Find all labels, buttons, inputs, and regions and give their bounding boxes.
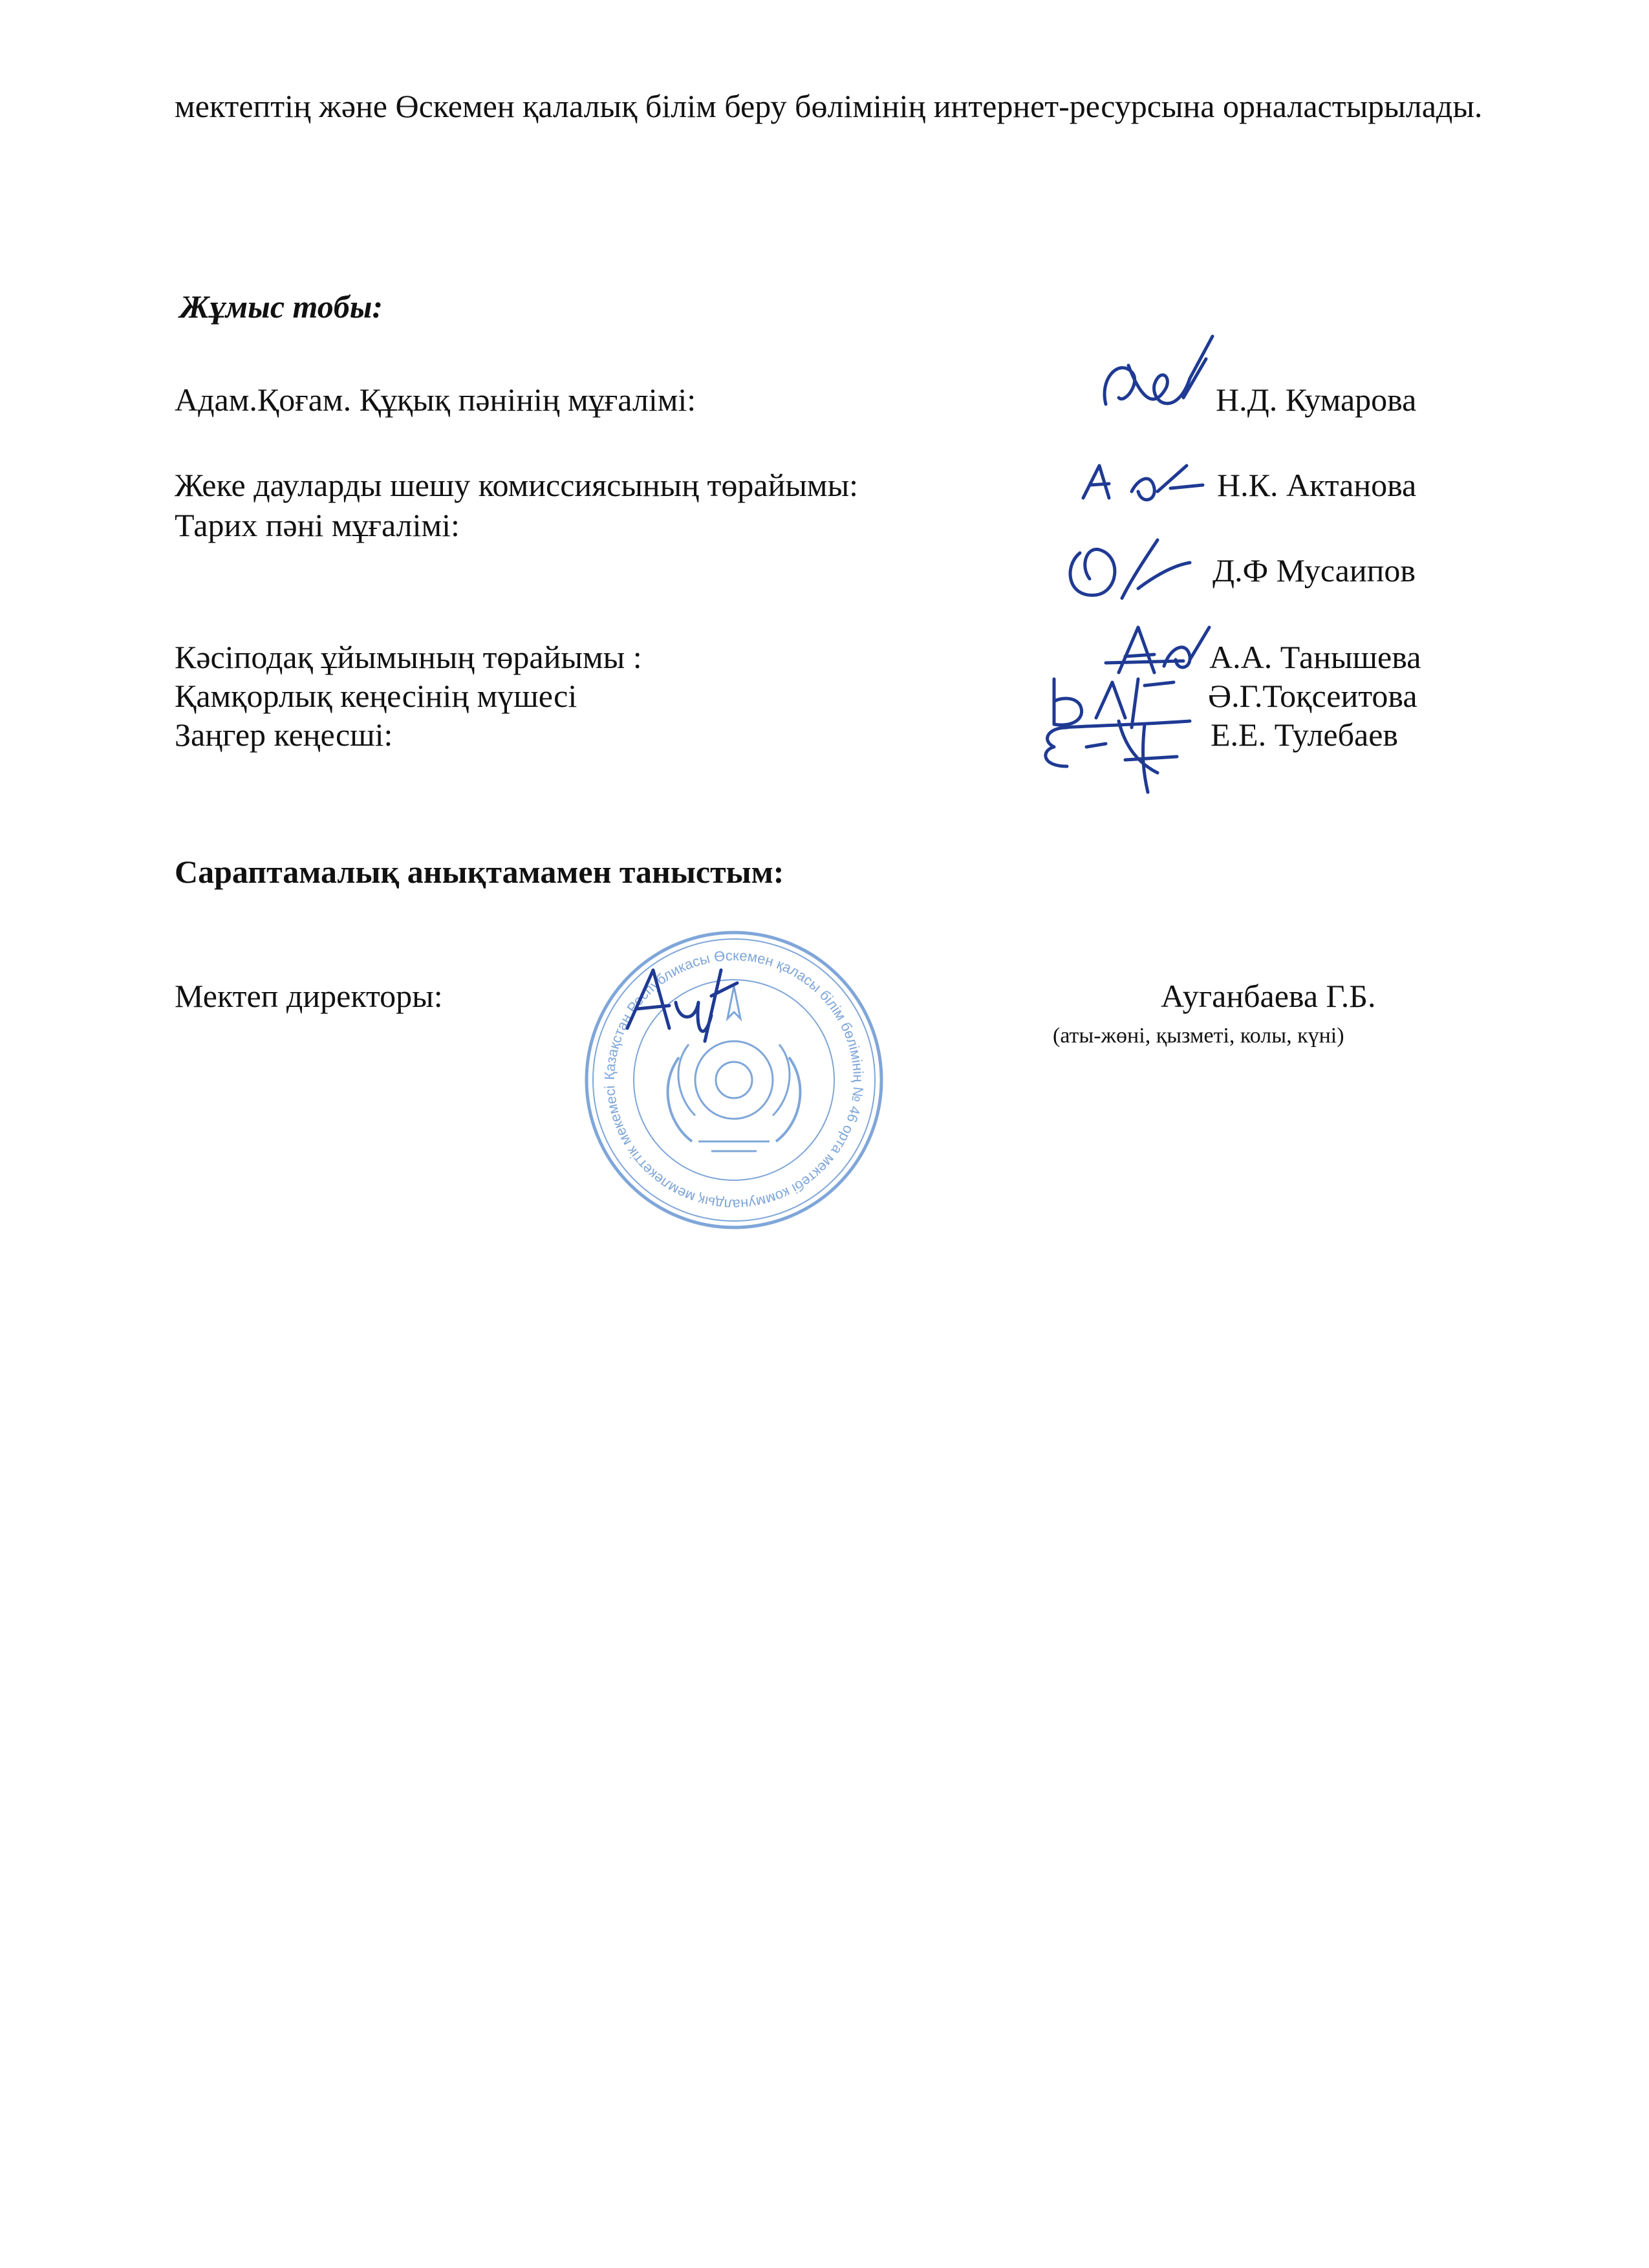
member-name-1: Н.Д. Кумарова [1216,382,1417,418]
director-name: Ауганбаева Г.Б. [1161,978,1376,1014]
signature-tulebaev [1028,708,1196,799]
signature-director [614,957,757,1054]
member-role-1: Адам.Қоғам. Құқық пәнінің мұғалімі: [175,382,696,418]
member-role-4: Кәсіподақ ұйымының төрайымы : [175,639,642,675]
member-name-6: Е.Е. Тулебаев [1211,717,1399,753]
member-role-6: Заңгер кеңесші: [175,717,393,753]
member-name-2: Н.К. Актанова [1217,467,1417,503]
member-role-5: Қамқорлық кеңесінің мүшесі [175,678,577,714]
director-label: Мектеп директоры: [175,978,443,1014]
signature-kumarova [1093,327,1222,437]
member-name-4: А.А. Танышева [1209,639,1421,675]
member-role-2: Жеке дауларды шешу комиссиясының төрайымы: [175,467,859,503]
member-name-5: Ә.Г.Тоқсеитова [1208,678,1417,714]
stamp-ring-text: Қазақстан Республикасы Өскемен қаласы білім бөлімінің № 46 орта мектебі коммуналдық мемлекеттік мекемесі [601,947,867,1213]
intro-paragraph: мектептің және Өскемен қалалық білім беру бөлімінің интернет-ресурсына орналастырылады. [175,88,1483,124]
director-caption: (аты-жөні, қызметі, колы, күні) [1053,1024,1344,1048]
member-role-3: Тарих пәні мұғалімі: [175,507,460,543]
acknowledgement-heading: Сараптамалық анықтамамен таныстым: [175,854,784,890]
working-group-heading: Жұмыс тобы: [180,288,383,325]
member-name-3: Д.Ф Мусаипов [1212,552,1416,589]
signature-musaipov [1061,527,1209,611]
signature-aktanova [1073,453,1216,511]
